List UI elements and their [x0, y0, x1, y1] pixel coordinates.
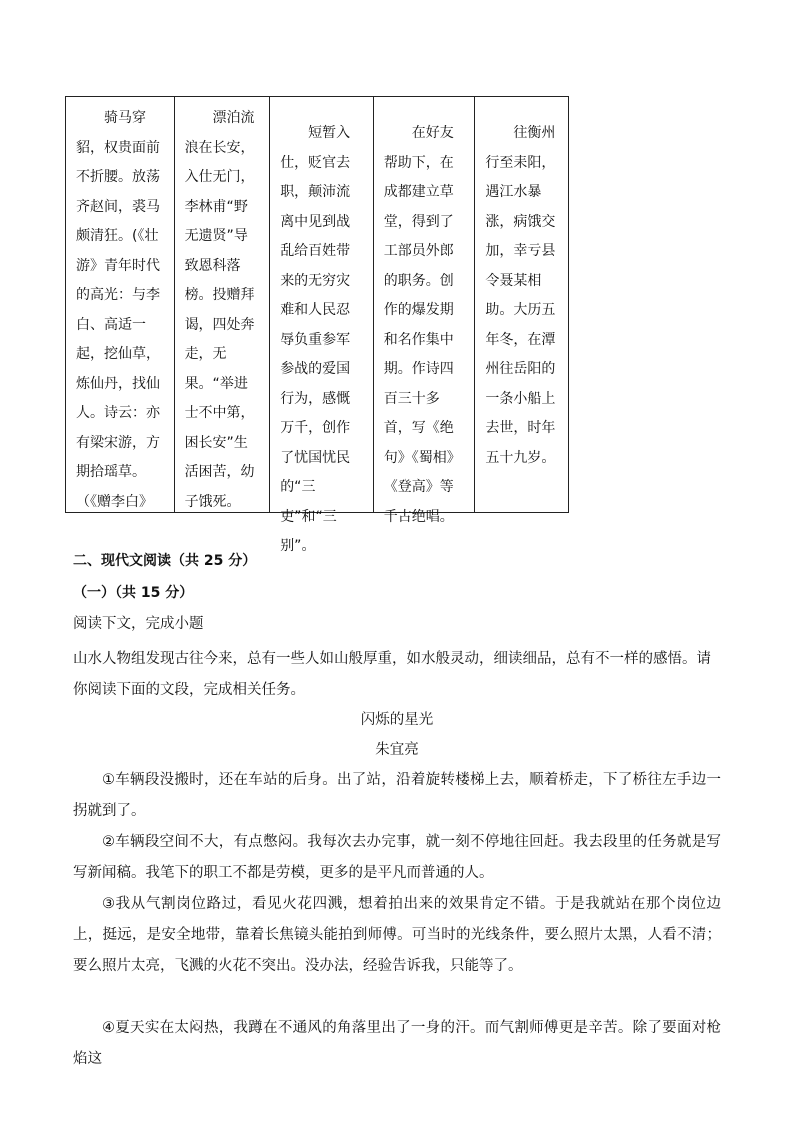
article-author: 朱宜亮: [375, 742, 419, 758]
table-cell: [66, 97, 175, 512]
paragraph: ③我从气割岗位路过，看见火花四溅，想着拍出来的效果肯定不错。于是我就站在那个岗位边上，挺远，是安全地带，靠着长焦镜头能拍到师傅。可当时的光线条件，要么照片太黑，人看不清；要么照片太亮，飞溅的火花不突出。没办法，经验告诉我，只能等了。: [73, 896, 721, 974]
table-cell: [475, 97, 568, 512]
intro-text: 山水人物组发现古往今来，总有一些人如山般厚重，如水般灵动，细读细品，总有不一样的感悟。请你阅读下面的文段，完成相关任务。: [73, 651, 711, 698]
paragraph: ①车辆段没搬时，还在车站的后身。出了站，沿着旋转楼梯上去，顺着桥走，下了桥往左手边一拐就到了。: [73, 772, 721, 819]
cell-text: 在好友帮助下，在成都建立草堂，得到了工部员外郎的职务。创作的爆发期和名作集中期。作诗四百三十多首，写《绝句》《蜀相》《登高》等千古绝唱。: [383, 125, 461, 525]
reading-prompt: 阅读下文，完成小题: [73, 616, 204, 632]
cell-text: 漂泊流浪在长安，入仕无门，李林甫“野无遗贤”导致恩科落榜。投赠拜谒，四处奔走，无果。“举进士不中第，困长安”生活困苦，幼子饿死。: [184, 110, 255, 510]
cell-text: 往衡州行至耒阳，遇江水暴涨，病饿交加，幸亏县令聂某相助。大历五年冬，在潭州往岳阳的一条小船上去世，时年五十九岁。: [485, 125, 556, 466]
table-cell: [270, 97, 374, 554]
table-cell: [374, 97, 476, 525]
subsection-heading: （一）（共 15 分）: [73, 585, 194, 601]
cell-text: 骑马穿貂，权贵面前不折腰。放荡齐赵间，裘马颇清狂。(《壮游》青年时代的高光：与李白、高适一起，挖仙草，炼仙丹，找仙人。诗云：亦有梁宋游，方期拾瑶草。（《赠李白》: [76, 110, 160, 510]
paragraph: ②车辆段空间不大，有点憋闷。我每次去办完事，就一刻不停地往回赶。我去段里的任务就是写写新闻稿。我笔下的职工不都是劳模，更多的是平凡而普通的人。: [73, 834, 721, 881]
table-cell: [175, 97, 271, 512]
life-stages-table: [65, 96, 569, 554]
section-heading: 二、现代文阅读（共 25 分）: [73, 553, 257, 569]
cell-text: 短暂入仕，贬官去职，颠沛流离中见到战乱给百姓带来的无穷灾难和人民忍辱负重参军参战的爱国行为，感慨万千，创作了忧国忧民的“三吏”和“三别”。: [280, 125, 351, 554]
paragraph: ④夏天实在太闷热，我蹲在不通风的角落里出了一身的汗。而气割师傅更是辛苦。除了要面对枪焰这: [73, 1020, 721, 1067]
article-title: 闪烁的星光: [360, 712, 434, 728]
